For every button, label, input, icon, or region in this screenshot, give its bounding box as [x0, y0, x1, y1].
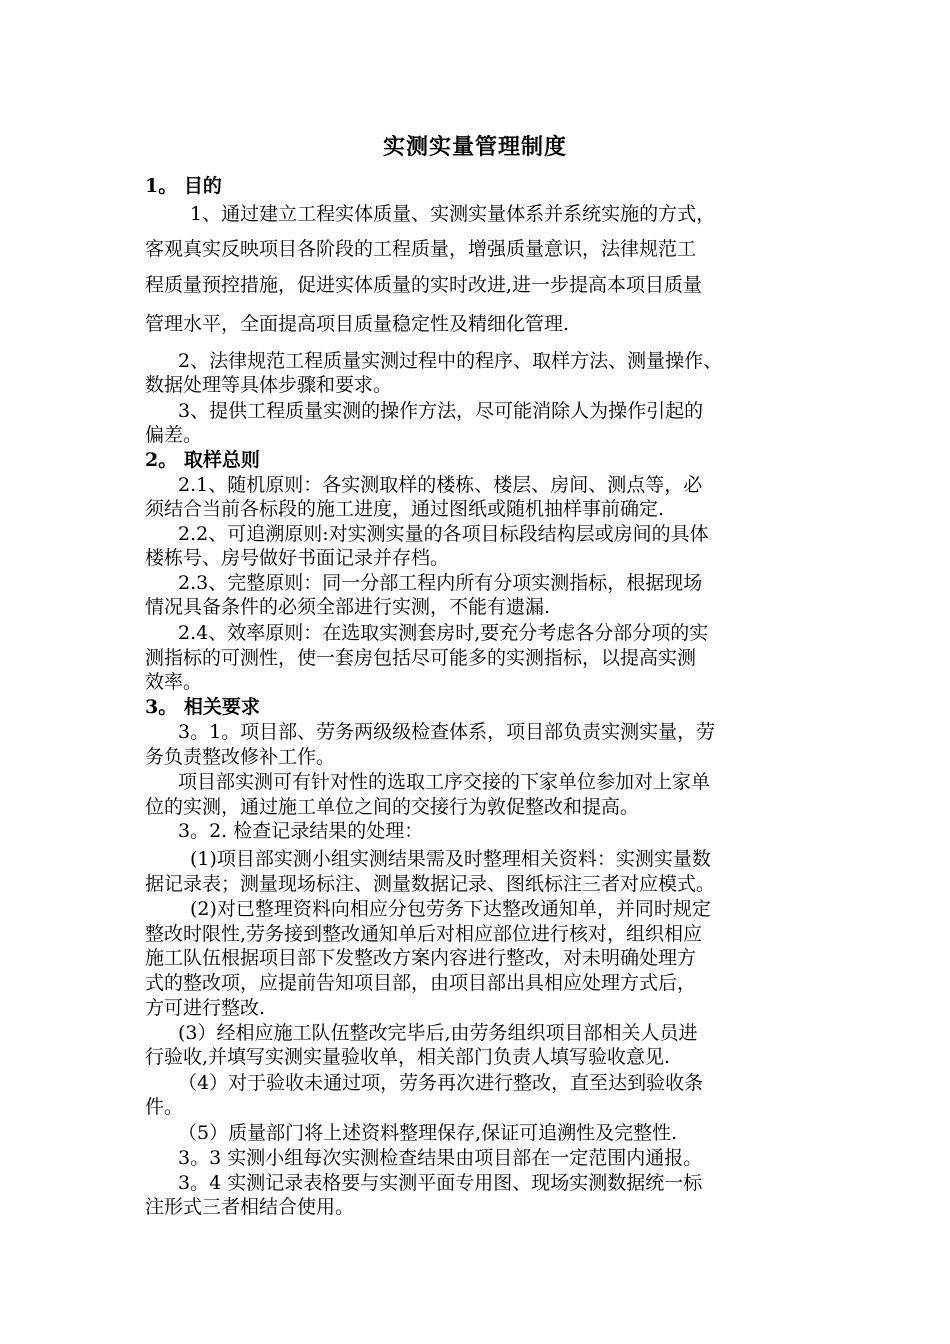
section-heading-2: 2。 取样总则	[145, 449, 260, 471]
paragraph-line: 方可进行整改.	[145, 997, 266, 1019]
paragraph-line: 程质量预控措施，促进实体质量的实时改进,进一步提高本项目质量	[145, 274, 703, 296]
paragraph-line: 项目部实测可有针对性的选取工序交接的下家单位参加对上家单	[178, 771, 711, 793]
paragraph-line: 2.4、效率原则：在选取实测套房时,要充分考虑各分部分项的实	[178, 622, 709, 644]
paragraph-line: 2.1、随机原则：各实测取样的楼栋、楼层、房间、测点等，必	[178, 474, 703, 496]
paragraph-line: 据记录表；测量现场标注、测量数据记录、图纸标注三者对应模式。	[145, 873, 716, 895]
paragraph-line: 管理水平，全面提高项目质量稳定性及精细化管理.	[145, 313, 570, 335]
paragraph-line: (2)对已整理资料向相应分包劳务下达整改通知单，并同时规定	[190, 898, 711, 920]
page-title: 实测实量管理制度	[382, 134, 567, 160]
paragraph-line: 整改时限性,劳务接到整改通知单后对相应部位进行核对，组织相应	[145, 923, 703, 945]
paragraph-line: (3）经相应施工队伍整改完毕后,由劳务组织项目部相关人员进	[178, 1022, 698, 1044]
paragraph-line: 3、提供工程质量实测的操作方法，尽可能消除人为操作引起的	[178, 400, 704, 422]
paragraph-line: 3。4 实测记录表格要与实测平面专用图、现场实测数据统一标	[178, 1172, 703, 1194]
paragraph-line: 1、通过建立工程实体质量、实测实量体系并系统实施的方式，	[190, 203, 716, 225]
paragraph-line: 情况具备条件的必须全部进行实测，不能有遗漏.	[145, 596, 551, 618]
paragraph-line: (1)项目部实测小组实测结果需及时整理相关资料：实测实量数	[190, 848, 711, 870]
paragraph-line: 2.3、完整原则：同一分部工程内所有分项实测指标，根据现场	[178, 572, 703, 594]
paragraph-line: 2.2、可追溯原则:对实测实量的各项目标段结构层或房间的具体	[178, 523, 709, 545]
paragraph-line: 件。	[145, 1096, 184, 1118]
paragraph-line: 数据处理等具体步骤和要求。	[145, 374, 393, 396]
paragraph-line: 须结合当前各标段的施工进度，通过图纸或随机抽样事前确定.	[145, 498, 665, 520]
paragraph-line: 楼栋号、房号做好书面记录并存档。	[145, 547, 450, 569]
section-heading-1: 1。 目的	[145, 175, 222, 197]
paragraph-line: 2、法律规范工程质量实测过程中的程序、取样方法、测量操作、	[178, 350, 723, 372]
section-heading-3: 3。 相关要求	[145, 696, 260, 718]
paragraph-line: 3。3 实测小组每次实测检查结果由项目部在一定范围内通报。	[178, 1147, 703, 1169]
paragraph-line: 3。1。项目部、劳务两级级检查体系，项目部负责实测实量，劳	[178, 721, 716, 743]
paragraph-line: （5）质量部门将上述资料整理保存,保证可追溯性及完整性.	[178, 1122, 678, 1144]
paragraph-line: 效率。	[145, 671, 203, 693]
paragraph-line: 3。2. 检查记录结果的处理：	[178, 820, 424, 842]
paragraph-line: 施工队伍根据项目部下发整改方案内容进行整改，对未明确处理方	[145, 947, 697, 969]
paragraph-line: 注形式三者相结合使用。	[145, 1196, 355, 1218]
paragraph-line: 行验收,并填写实测实量验收单，相关部门负责人填写验收意见.	[145, 1046, 671, 1068]
paragraph-line: 测指标的可测性，使一套房包括尽可能多的实测指标，以提高实测	[145, 647, 697, 669]
paragraph-line: 偏差。	[145, 424, 203, 446]
paragraph-line: 位的实测，通过施工单位之间的交接行为敦促整改和提高。	[145, 796, 640, 818]
paragraph-line: （4）对于验收未通过项，劳务再次进行整改，直至达到验收条	[178, 1072, 704, 1094]
paragraph-line: 式的整改项，应提前告知项目部，由项目部出具相应处理方式后，	[145, 972, 697, 994]
paragraph-line: 务负责整改修补工作。	[145, 746, 336, 768]
paragraph-line: 客观真实反映项目各阶段的工程质量，增强质量意识，法律规范工	[145, 238, 697, 260]
